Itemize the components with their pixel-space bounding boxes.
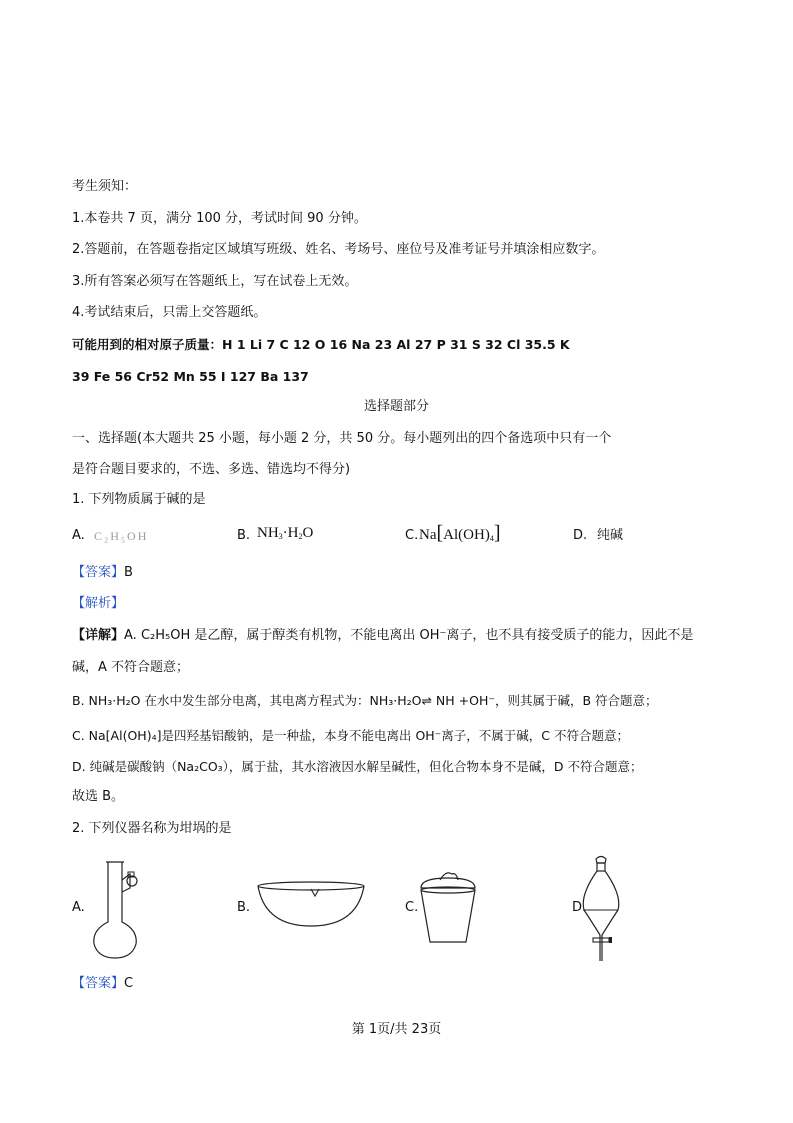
notice-item-1: 1.本卷共 7 页，满分 100 分，考试时间 90 分钟。 — [72, 211, 367, 226]
atomic-masses-line-1: 可能用到的相对原子质量：H 1 Li 7 C 12 O 16 Na 23 Al 27 P 31 S 32 Cl 35.5 K — [72, 337, 570, 352]
option-a-formula: C₂H₅OH — [94, 529, 149, 543]
evaporating-dish-icon — [255, 880, 367, 930]
option-c-bracket-open: [ — [436, 522, 444, 544]
section-intro-1: 一、选择题(本大题共 25 小题，每小题 2 分，共 50 分。每小题列出的四个备选项中只有一个 — [72, 431, 612, 446]
detail-tag: 【详解】 — [72, 628, 125, 643]
option-d-text: 纯碱 — [597, 528, 624, 543]
option-b-sub1: 3 — [278, 532, 283, 541]
notice-item-2: 2.答题前，在答题卷指定区域填写班级、姓名、考场号、座位号及准考证号并填涂相应数字。 — [72, 242, 605, 257]
option-c-formula — [419, 524, 501, 548]
option-d-label: D. — [573, 528, 588, 543]
option-b-sub2: 2 — [298, 532, 303, 541]
option-c-part1: Na — [419, 527, 437, 543]
question-2-stem: 2. 下列仪器名称为坩埚的是 — [72, 821, 232, 836]
section-title: 选择题部分 — [363, 399, 429, 414]
q2-label-c: C. — [405, 900, 419, 915]
answer-value: B — [124, 565, 133, 580]
q1-detail-a-2: 碱，A 不符合题意； — [72, 660, 190, 675]
separatory-funnel-icon — [576, 855, 626, 967]
answer-tag: 【答案】 — [72, 565, 125, 580]
atomic-masses-line-2: 39 Fe 56 Cr52 Mn 55 I 127 Ba 137 — [72, 369, 309, 384]
q1-detail-c: C. Na[Al(OH)₄]是四羟基铝酸钠，是一种盐，本身不能电离出 OH⁻离子，不属于碱，C 不符合题意； — [72, 728, 629, 743]
q1-answer — [72, 564, 133, 582]
crucible-icon — [418, 868, 478, 946]
option-b-part2: ·H — [282, 525, 299, 541]
notice-title: 考生须知： — [72, 179, 138, 194]
q1-analysis-tag: 【解析】 — [72, 596, 125, 611]
option-c-sub: 4 — [489, 534, 494, 543]
volumetric-flask-icon — [88, 860, 148, 962]
option-b-part1: NH — [257, 525, 279, 541]
question-1-options — [0, 522, 793, 549]
option-b-formula — [257, 524, 313, 546]
q1-detail-a-1 — [72, 627, 693, 645]
question-1-stem: 1. 下列物质属于碱的是 — [72, 492, 206, 507]
q1-detail-b: B. NH₃·H₂O 在水中发生部分电离，其电离方程式为：NH₃·H₂O⇌ NH +OH⁻，则其属于碱，B 符合题意； — [72, 693, 658, 708]
q2-label-a: A. — [72, 900, 85, 915]
answer-tag: 【答案】 — [72, 976, 125, 991]
option-b-part3: O — [302, 525, 314, 541]
q1-conclusion: 故选 B。 — [72, 789, 125, 804]
option-b-label: B. — [237, 528, 251, 543]
detail-a-text: A. C₂H₅OH 是乙醇，属于醇类有机物，不能电离出 OH⁻离子，也不具有接受质子的能力，因此不是 — [124, 628, 694, 643]
notice-item-4: 4.考试结束后，只需上交答题纸。 — [72, 305, 267, 320]
section-intro-2: 是符合题目要求的，不选、多选、错选均不得分) — [72, 462, 351, 477]
q1-detail-d: D. 纯碱是碳酸钠（Na₂CO₃），属于盐，其水溶液因水解呈碱性，但化合物本身不是碱，D 不符合题意； — [72, 759, 643, 774]
option-a-label: A. — [72, 528, 85, 543]
q2-label-d: D. — [572, 900, 587, 915]
notice-item-3: 3.所有答案必须写在答题纸上，写在试卷上无效。 — [72, 274, 358, 289]
option-c-bracket-close: ] — [493, 522, 501, 544]
option-c-part2: Al(OH) — [443, 527, 490, 543]
q2-answer — [72, 975, 133, 993]
q2-label-b: B. — [237, 900, 251, 915]
page-footer: 第 1页/共 23页 — [351, 1022, 442, 1037]
answer-value: C — [124, 976, 134, 991]
option-c-label: C. — [405, 528, 419, 543]
